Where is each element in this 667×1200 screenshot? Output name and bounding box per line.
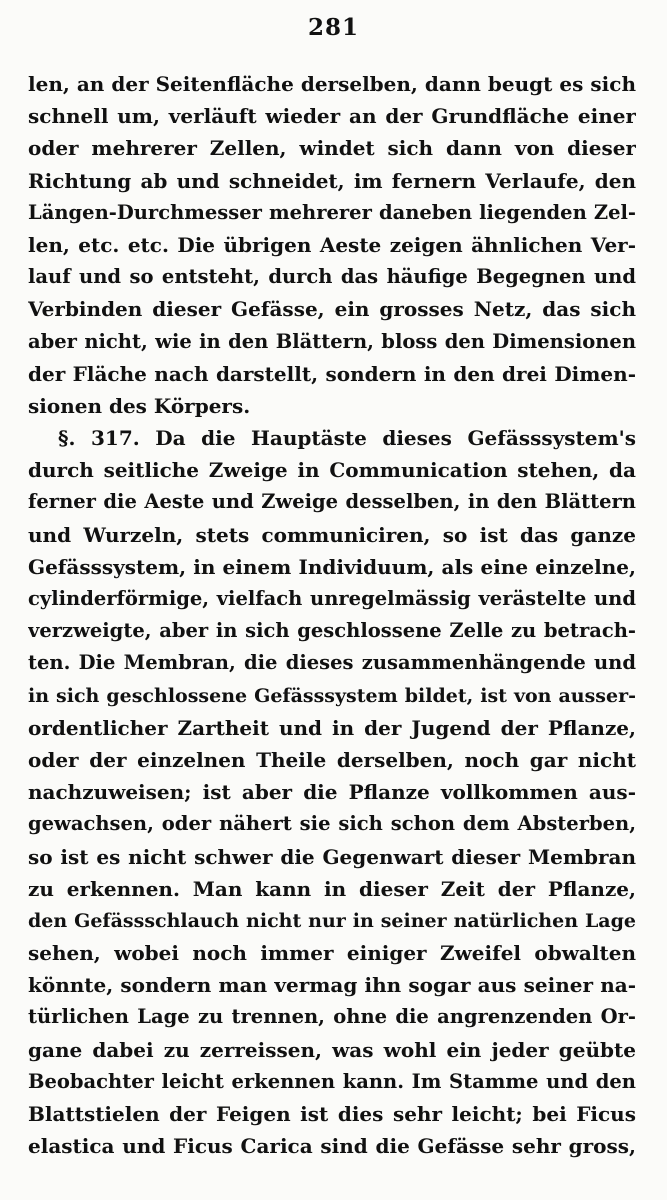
text-line: gane dabei zu zerreissen, was wohl ein jeder geübte bbox=[28, 1037, 636, 1062]
text-line: Beobachter leicht erkennen kann. Im Stamme und den bbox=[28, 1069, 636, 1093]
text-line: türlichen Lage zu trennen, ohne die angrenzenden Or- bbox=[28, 1005, 636, 1029]
text-line: in sich geschlossene Gefässsystem bildet, ist von ausser- bbox=[28, 684, 636, 707]
text-line: zu erkennen. Man kann in dieser Zeit der Pflanze, bbox=[28, 876, 636, 901]
text-line: lauf und so entsteht, durch das häufige Begegnen und bbox=[28, 265, 636, 289]
text-line: durch seitliche Zweige in Communication stehen, da bbox=[28, 458, 636, 483]
text-line: sehen, wobei noch immer einiger Zweifel obwalten bbox=[28, 941, 636, 966]
text-line: Längen-Durchmesser mehrerer daneben liegenden Zel- bbox=[28, 200, 636, 224]
text-line: könnte, sondern man vermag ihn sogar aus seiner na- bbox=[28, 973, 636, 998]
text-line: Richtung ab und schneidet, im fernern Verlaufe, den bbox=[28, 168, 636, 193]
text-line: len, etc. etc. Die übrigen Aeste zeigen ähnlichen Ver- bbox=[28, 232, 636, 257]
text-line: aber nicht, wie in den Blättern, bloss den Dimensionen bbox=[28, 329, 636, 353]
text-line: und Wurzeln, stets communiciren, so ist das ganze bbox=[28, 522, 636, 547]
text-line: der Fläche nach darstellt, sondern in den drei Dimen- bbox=[28, 361, 636, 386]
text-line: oder der einzelnen Theile derselben, noch gar nicht bbox=[28, 747, 636, 772]
text-line: ordentlicher Zartheit und in der Jugend der Pflanze, bbox=[28, 715, 636, 740]
text-line: Verbinden dieser Gefässe, ein grosses Netz, das sich bbox=[28, 297, 636, 322]
page-number: 281 bbox=[307, 14, 359, 41]
text-line: so ist es nicht schwer die Gegenwart dieser Membran bbox=[28, 844, 636, 869]
text-line: gewachsen, oder nähert sie sich schon dem Absterben, bbox=[28, 812, 636, 836]
text-line: den Gefässschlauch nicht nur in seiner natürlichen Lage bbox=[28, 909, 636, 932]
text-line: schnell um, verläuft wieder an der Grundfläche einer bbox=[28, 104, 636, 129]
body-text bbox=[28, 68, 636, 1162]
text-line: ferner die Aeste und Zweige desselben, in den Blättern bbox=[28, 490, 636, 514]
paragraph-end-line: sionen des Körpers. bbox=[28, 393, 251, 418]
text-line: oder mehrerer Zellen, windet sich dann von dieser bbox=[28, 136, 636, 161]
text-line: ten. Die Membran, die dieses zusammenhängende und bbox=[28, 651, 636, 675]
text-line: elastica und Ficus Carica sind die Gefässe sehr gross, bbox=[28, 1134, 636, 1159]
text-line: nachzuweisen; ist aber die Pflanze vollkommen aus- bbox=[28, 780, 636, 805]
text-line: Gefässsystem, in einem Individuum, als eine einzelne, bbox=[28, 554, 636, 579]
text-line: cylinderförmige, vielfach unregelmässig verästelte und bbox=[28, 587, 636, 610]
text-line: verzweigte, aber in sich geschlossene Zelle zu betrach- bbox=[28, 619, 636, 643]
section-heading-line: §. 317. Da die Hauptäste dieses Gefässsystem's bbox=[58, 426, 636, 451]
text-line: len, an der Seitenfläche derselben, dann beugt es sich bbox=[28, 72, 636, 96]
text-line: Blattstielen der Feigen ist dies sehr leicht; bei Ficus bbox=[28, 1102, 636, 1126]
